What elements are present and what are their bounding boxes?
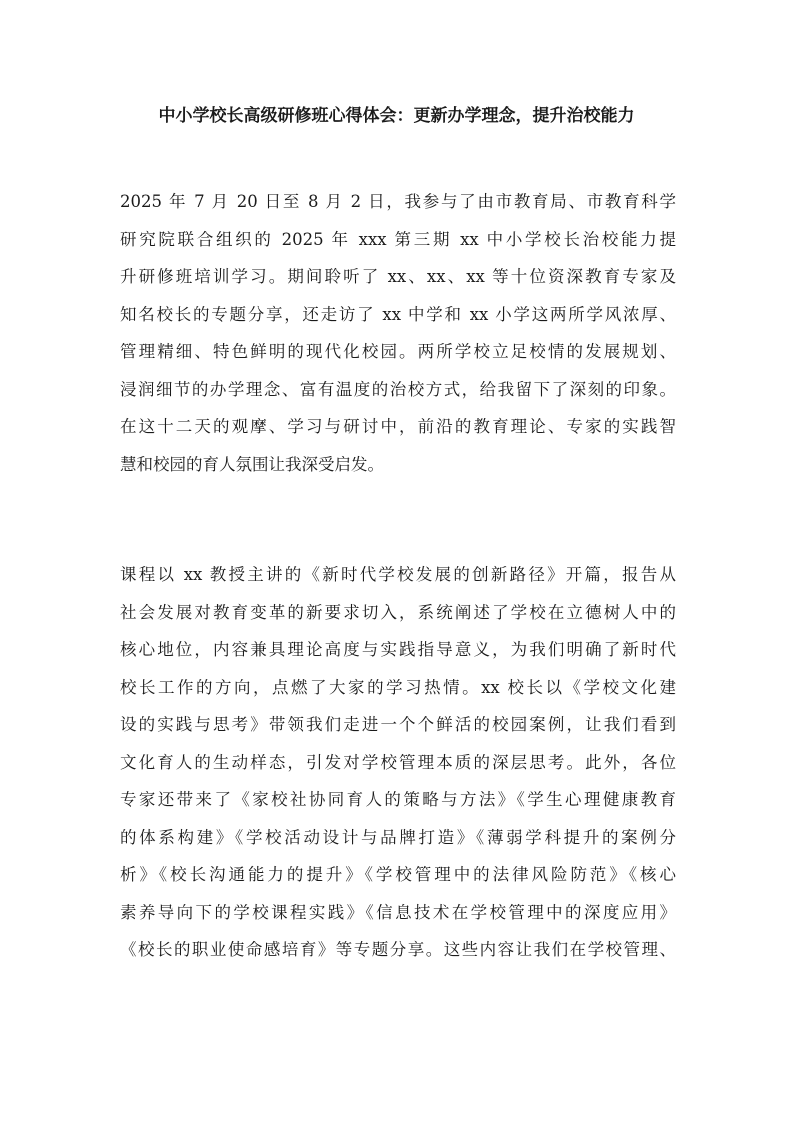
text-line: 2025 年 7 月 20 日至 8 月 2 日，我参与了由市教育局、市教育科学 (120, 192, 676, 211)
text-line: 文化育人的生动样态，引发对学校管理本质的深层思考。此外，各位 (120, 752, 676, 772)
text-line: 研究院联合组织的 2025 年 xxx 第三期 xx 中小学校长治校能力提 (120, 229, 676, 249)
text-line: 社会发展对教育变革的新要求切入，系统阐述了学校在立德树人中的 (120, 602, 676, 622)
paragraph-intro (120, 188, 676, 488)
text-line: 管理精细、特色鲜明的现代化校园。两所学校立足校情的发展规划、 (120, 342, 676, 361)
text-line: 在这十二天的观摩、学习与研讨中，前沿的教育理论、专家的实践智 (120, 417, 676, 436)
text-line: 校长工作的方向，点燃了大家的学习热情。xx 校长以《学校文化建 (120, 677, 676, 697)
document-title: 中小学校长高级研修班心得体会：更新办学理念，提升治校能力 (158, 106, 635, 126)
text-line: 的体系构建》《学校活动设计与品牌打造》《薄弱学科提升的案例分 (120, 827, 676, 847)
text-line: 课程以 xx 教授主讲的《新时代学校发展的创新路径》开篇，报告从 (120, 565, 676, 584)
text-line: 析》《校长沟通能力的提升》《学校管理中的法律风险防范》《核心 (120, 865, 676, 884)
text-line: 素养导向下的学校课程实践》《信息技术在学校管理中的深度应用》 (120, 902, 676, 922)
text-line: 专家还带来了《家校社协同育人的策略与方法》《学生心理健康教育 (120, 790, 676, 809)
text-line: 慧和校园的育人氛围让我深受启发。 (120, 454, 384, 474)
paragraph-courses (120, 561, 676, 974)
text-line: 《校长的职业使命感培育》等专题分享。这些内容让我们在学校管理、 (120, 940, 676, 959)
text-line: 升研修班培训学习。期间聆听了 xx、xx、xx 等十位资深教育专家及 (120, 267, 676, 286)
text-line: 浸润细节的办学理念、富有温度的治校方式，给我留下了深刻的印象。 (120, 379, 676, 399)
text-line: 核心地位，内容兼具理论高度与实践指导意义，为我们明确了新时代 (120, 640, 676, 659)
text-line: 知名校长的专题分享，还走访了 xx 中学和 xx 小学这两所学风浓厚、 (120, 304, 676, 324)
text-line: 设的实践与思考》带领我们走进一个个鲜活的校园案例，让我们看到 (120, 715, 676, 734)
